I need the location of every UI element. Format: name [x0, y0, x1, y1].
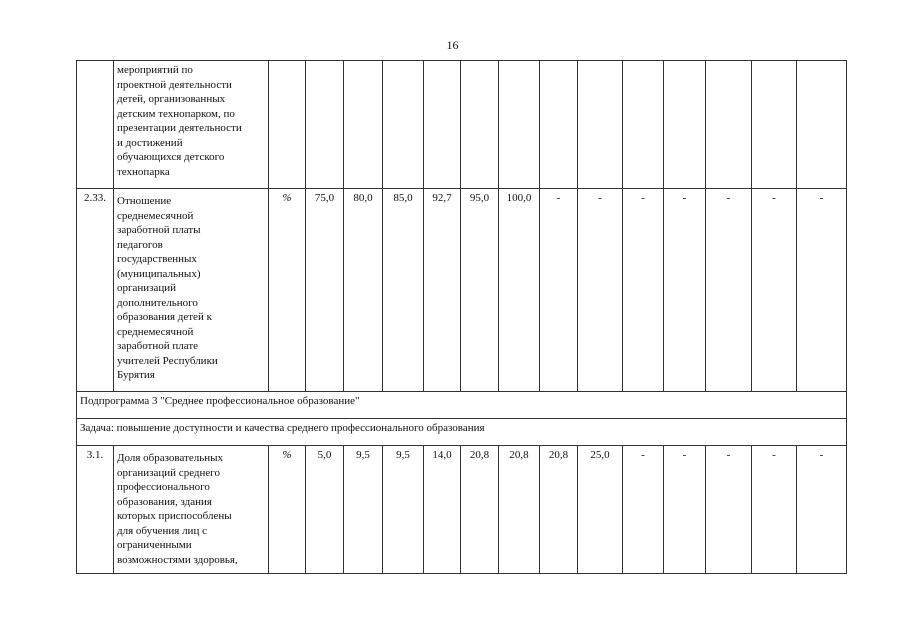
value-cell: 20,8 [499, 446, 540, 574]
value-cell: 92,7 [424, 189, 461, 392]
value-cell: - [578, 189, 623, 392]
indicator-name-line: среднемесячной [117, 209, 194, 222]
indicator-name-line: презентации деятельности [117, 122, 242, 134]
value-cell: 85,0 [383, 189, 424, 392]
indicator-name-line: заработной платы [117, 224, 201, 236]
indicator-name-line: организаций среднего [117, 466, 221, 479]
indicator-name-line: проектной деятельности [117, 78, 232, 91]
indicator-name-line: дополнительного [117, 296, 198, 309]
indicator-name-line: профессионального [117, 481, 210, 493]
indicator-name [114, 61, 269, 189]
value-cell: - [797, 446, 847, 574]
row-number: 3.1. [77, 446, 114, 574]
value-cell [383, 61, 424, 189]
value-cell: - [797, 189, 847, 392]
indicator-name-line: организаций [117, 282, 177, 294]
indicator-name-line: среднемесячной [117, 325, 194, 338]
indicator-name-line: государственных [117, 253, 197, 265]
indicator-name-line: Доля образовательных [117, 452, 224, 464]
value-cell: - [623, 446, 664, 574]
unit-cell: % [269, 189, 306, 392]
task-heading: Задача: повышение доступности и качества среднего профессионального образования [77, 419, 847, 446]
value-cell [461, 61, 499, 189]
indicator-name-line: образования детей к [117, 311, 212, 323]
table-row [77, 392, 847, 419]
unit-cell [269, 61, 306, 189]
value-cell [797, 61, 847, 189]
value-cell: 5,0 [306, 446, 344, 574]
value-cell: - [540, 189, 578, 392]
indicator-name-line: для обучения лиц с [117, 524, 207, 537]
indicator-name-line: заработной плате [117, 340, 199, 352]
value-cell: 25,0 [578, 446, 623, 574]
table-row [77, 61, 847, 189]
subprogram-heading: Подпрограмма 3 "Среднее профессиональное образование" [77, 392, 847, 419]
table-row [77, 446, 847, 574]
indicator-name-line: технопарка [117, 165, 170, 178]
value-cell [306, 61, 344, 189]
value-cell [623, 61, 664, 189]
indicator-name-line: мероприятий по [117, 64, 193, 76]
value-cell: 14,0 [424, 446, 461, 574]
indicator-name-line: обучающихся детского [117, 151, 225, 163]
indicator-name-line: Отношение [117, 195, 172, 207]
table-row [77, 189, 847, 392]
indicator-name [114, 446, 269, 574]
page-number: 16 [446, 38, 459, 52]
value-cell: 80,0 [344, 189, 383, 392]
value-cell: - [706, 189, 752, 392]
value-cell [344, 61, 383, 189]
value-cell [752, 61, 797, 189]
value-cell: 9,5 [383, 446, 424, 574]
value-cell: 20,8 [461, 446, 499, 574]
value-cell: - [664, 189, 706, 392]
indicators-table [76, 60, 847, 574]
value-cell: 20,8 [540, 446, 578, 574]
indicator-name-line: и достижений [117, 136, 183, 149]
value-cell [664, 61, 706, 189]
indicator-name-line: возможностями здоровья, [117, 553, 238, 566]
indicator-name-line: педагогов [117, 238, 163, 251]
indicator-name-line: (муниципальных) [117, 267, 201, 280]
indicator-name-line: учителей Республики [117, 354, 218, 367]
indicator-name-line: детским технопарком, по [117, 107, 235, 120]
indicator-name [114, 189, 269, 392]
value-cell: - [664, 446, 706, 574]
value-cell: 100,0 [499, 189, 540, 392]
value-cell [540, 61, 578, 189]
value-cell: - [623, 189, 664, 392]
indicator-name-line: Бурятия [117, 369, 155, 381]
indicator-name-line: детей, организованных [117, 93, 226, 105]
value-cell: - [752, 446, 797, 574]
indicator-name-line: ограниченными [117, 539, 192, 551]
table-row [77, 419, 847, 446]
row-number: 2.33. [77, 189, 114, 392]
value-cell: - [706, 446, 752, 574]
table-body [77, 61, 847, 574]
value-cell [578, 61, 623, 189]
indicator-name-line: образования, здания [117, 495, 212, 508]
indicator-name-line: которых приспособлены [117, 510, 232, 522]
value-cell: 9,5 [344, 446, 383, 574]
value-cell: 75,0 [306, 189, 344, 392]
row-number [77, 61, 114, 189]
value-cell [424, 61, 461, 189]
value-cell: 95,0 [461, 189, 499, 392]
unit-cell: % [269, 446, 306, 574]
value-cell [706, 61, 752, 189]
value-cell [499, 61, 540, 189]
value-cell: - [752, 189, 797, 392]
